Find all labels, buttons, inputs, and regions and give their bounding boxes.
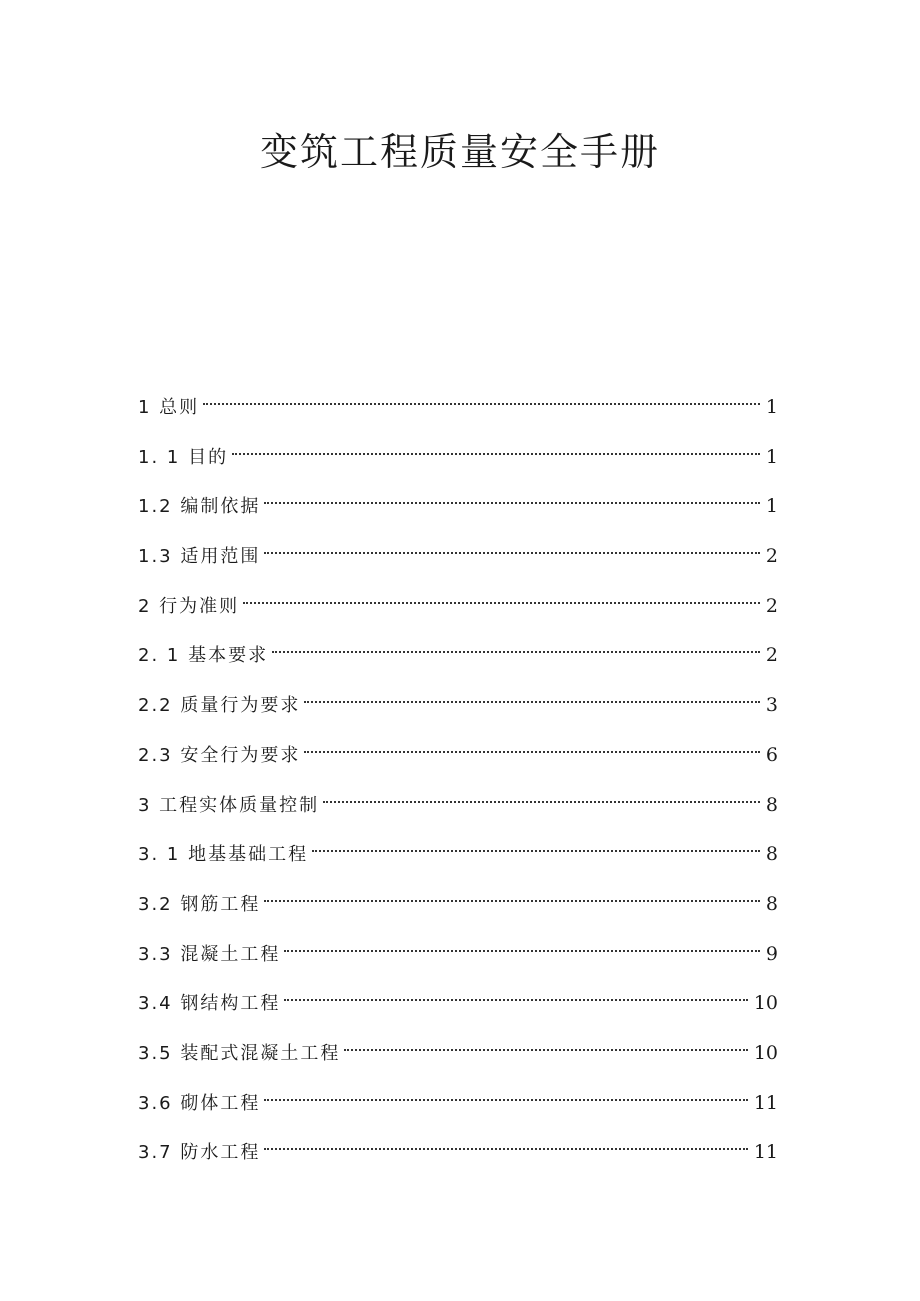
toc-leader-dots [272,631,760,661]
toc-entry-page: 1 [765,396,778,418]
toc-entry[interactable] [138,930,778,980]
toc-entry-page: 6 [765,743,778,766]
toc-entry-label: 1.3 适用范围 [138,546,261,568]
toc-entry-page: 10 [753,1041,778,1064]
toc-entry-label: 2.2 质量行为要求 [138,695,301,717]
toc-entry[interactable] [138,383,778,433]
toc-entry[interactable] [138,1029,778,1079]
toc-entry[interactable] [138,781,778,831]
toc-entry-page: 1 [765,445,778,468]
toc-entry-label: 3.7 防水工程 [138,1142,261,1164]
toc-leader-dots [264,1079,747,1109]
toc-entry-page: 1 [765,495,778,518]
toc-entry-page: 11 [753,1141,778,1164]
toc-leader-dots [284,930,760,960]
toc-entry[interactable] [138,1079,778,1129]
toc-entry-page: 10 [753,992,778,1015]
toc-leader-dots [264,482,760,512]
toc-entry-page: 2 [765,644,778,667]
toc-leader-dots [264,1128,747,1158]
toc-entry-label: 1. 1 目的 [138,446,229,468]
toc-entry-label: 3. 1 地基基础工程 [138,844,309,866]
toc-entry-page: 2 [765,594,778,617]
toc-entry-label: 2. 1 基本要求 [138,645,269,667]
toc-leader-dots [312,830,760,860]
toc-entry[interactable] [138,582,778,632]
toc-leader-dots [344,1029,747,1059]
toc-entry-label: 1.2 编制依据 [138,496,261,518]
toc-entry[interactable] [138,532,778,582]
toc-entry-label: 3.4 钢结构工程 [138,993,281,1015]
toc-entry-label: 2.3 安全行为要求 [138,744,301,766]
toc-leader-dots [203,383,760,413]
toc-entry-page: 3 [765,694,778,717]
toc-entry-label: 3.3 混凝土工程 [138,943,281,965]
table-of-contents [138,383,778,1178]
toc-entry[interactable] [138,880,778,930]
toc-leader-dots [232,433,760,463]
toc-entry-label: 3 工程实体质量控制 [138,794,320,816]
toc-entry-label: 3.2 钢筋工程 [138,893,261,915]
toc-entry-page: 8 [765,793,778,816]
toc-entry-label: 3.5 装配式混凝土工程 [138,1042,341,1064]
toc-entry-page: 8 [765,843,778,866]
toc-entry-page: 11 [753,1091,778,1114]
toc-entry-page: 8 [765,892,778,915]
toc-entry[interactable] [138,681,778,731]
toc-leader-dots [304,681,760,711]
toc-entry-label: 2 行为准则 [138,595,240,617]
toc-entry-page: 2 [765,545,778,568]
toc-entry[interactable] [138,731,778,781]
toc-entry-label: 1 总则 [138,397,200,418]
toc-leader-dots [264,532,760,562]
toc-entry[interactable] [138,433,778,483]
toc-entry[interactable] [138,1128,778,1178]
toc-leader-dots [243,582,760,612]
toc-entry-page: 9 [765,942,778,965]
toc-leader-dots [264,880,760,910]
toc-leader-dots [284,979,747,1009]
toc-entry-label: 3.6 砌体工程 [138,1092,261,1114]
toc-entry[interactable] [138,830,778,880]
toc-entry[interactable] [138,482,778,532]
toc-entry[interactable] [138,631,778,681]
toc-leader-dots [323,781,760,811]
toc-entry[interactable] [138,979,778,1029]
document-title: 变筑工程质量安全手册 [259,130,660,174]
toc-leader-dots [304,731,760,761]
